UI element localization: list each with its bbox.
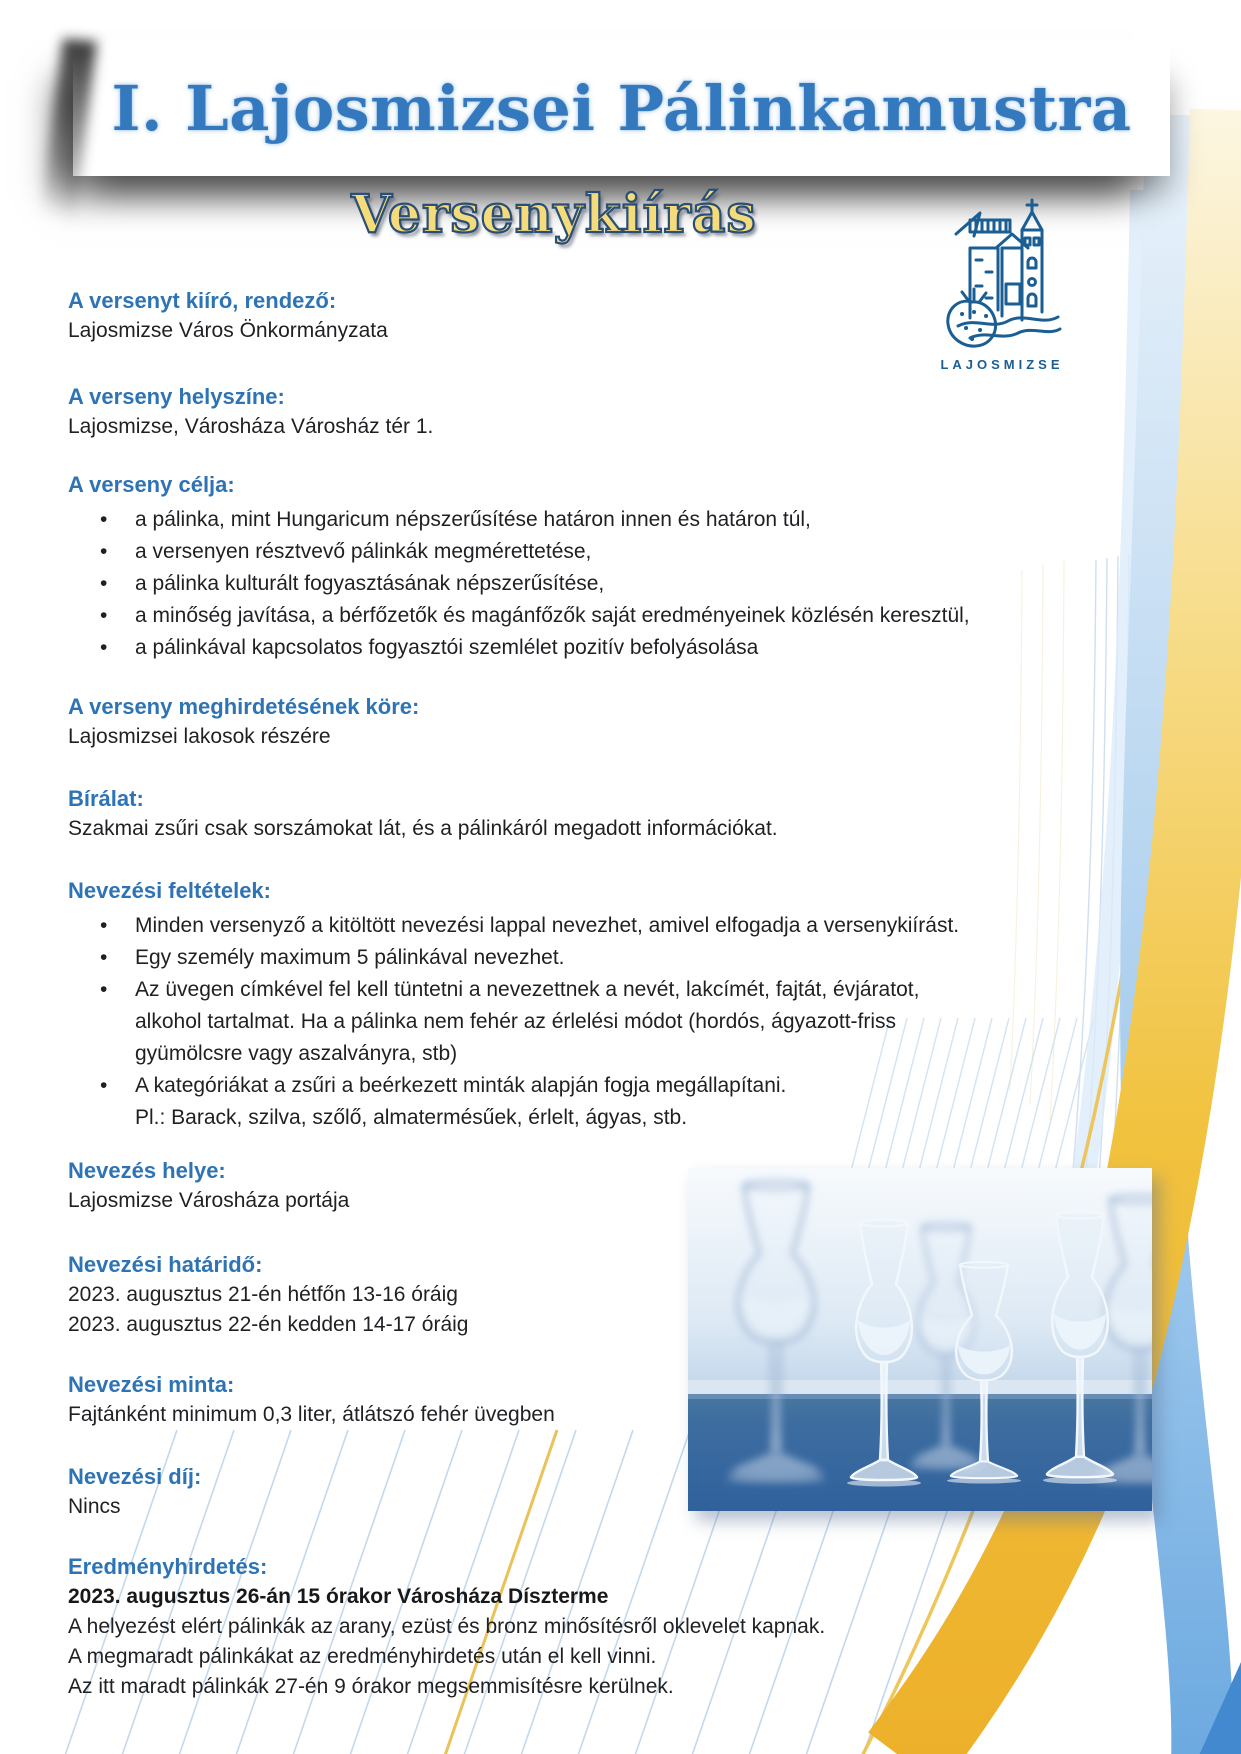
section-heading: Nevezési határidő: <box>68 1252 263 1277</box>
section-scope <box>68 692 1188 752</box>
list-item <box>68 536 1188 568</box>
list-item <box>68 504 1188 536</box>
logo-wordmark: LAJOSMIZSE <box>940 357 1064 372</box>
section-text: Az itt maradt pálinkák 27-én 9 órakor megsemmisítésre kerülnek. <box>68 1675 674 1698</box>
list-item-text: a versenyen résztvevő pálinkák megmérettetése, <box>135 540 592 563</box>
list-item <box>68 600 1188 632</box>
section-heading: Nevezési díj: <box>68 1464 202 1489</box>
page-subtitle: Versenykiírás <box>351 184 757 245</box>
bullet-icon: • <box>100 946 108 969</box>
section-heading: Nevezési feltételek: <box>68 878 271 903</box>
section-text: Lajosmizse Városháza portája <box>68 1189 350 1212</box>
city-crest-icon <box>936 198 1068 348</box>
bullet-list <box>68 910 1188 1134</box>
bullet-icon: • <box>100 508 108 531</box>
list-item <box>68 910 1188 942</box>
section-text: 2023. augusztus 21-én hétfőn 13-16 óráig <box>68 1283 458 1306</box>
section-judging <box>68 784 1188 844</box>
bullet-list <box>68 504 1188 664</box>
section-text: Fajtánként minimum 0,3 liter, átlátszó fehér üvegben <box>68 1403 555 1426</box>
section-text: Nincs <box>68 1495 121 1518</box>
lajosmizse-logo <box>930 198 1074 372</box>
section-heading: A verseny célja: <box>68 472 235 497</box>
section-text: Lajosmizse, Városháza Városház tér 1. <box>68 415 434 438</box>
list-item-text: a pálinka, mint Hungaricum népszerűsítése határon innen és határon túl, <box>135 508 811 531</box>
bullet-icon: • <box>100 572 108 595</box>
list-item-text: a minőség javítása, a bérfőzetők és magánfőzők saját eredményeinek közlésén keresztül, <box>135 604 970 627</box>
list-item <box>68 568 1188 600</box>
list-item-text: Az üvegen címkével fel kell tüntetni a nevezettnek a nevét, lakcímét, fajtát, évjáratot, <box>135 978 920 1001</box>
list-item-text: A kategóriákat a zsűri a beérkezett minták alapján fogja megállapítani. <box>135 1074 787 1097</box>
list-item-text: alkohol tartalmat. Ha a pálinka nem fehér az érlelési módot (hordós, ágyazott-friss <box>135 1010 897 1033</box>
list-item <box>68 632 1188 664</box>
list-item-continuation <box>68 1102 1188 1134</box>
bullet-icon: • <box>100 1074 108 1097</box>
list-item-text: Minden versenyző a kitöltött nevezési lappal nevezhet, amivel elfogadja a versenykiírást. <box>135 914 960 937</box>
title-banner <box>73 40 1170 176</box>
list-item-text: gyümölcsre vagy aszalványra, stb) <box>135 1042 458 1065</box>
section-text: Lajosmizse Város Önkormányzata <box>68 319 388 342</box>
section-heading: A versenyt kiíró, rendező: <box>68 288 337 313</box>
section-heading: Eredményhirdetés: <box>68 1554 268 1579</box>
bullet-icon: • <box>100 636 108 659</box>
list-item <box>68 974 1188 1006</box>
section-heading: Nevezési minta: <box>68 1372 235 1397</box>
list-item-continuation <box>68 1038 1188 1070</box>
list-item-text: a pálinkával kapcsolatos fogyasztói szemlélet pozitív befolyásolása <box>135 636 759 659</box>
section-text: A helyezést elért pálinkák az arany, ezüst és bronz minősítésről oklevelet kapnak. <box>68 1615 826 1638</box>
section-text: Lajosmizsei lakosok részére <box>68 725 331 748</box>
list-item-text: a pálinka kulturált fogyasztásának népszerűsítése, <box>135 572 605 595</box>
section-venue <box>68 382 1188 442</box>
section-entry-conditions <box>68 876 1188 1134</box>
section-heading: Nevezés helye: <box>68 1158 226 1183</box>
section-heading: A verseny meghirdetésének köre: <box>68 694 420 719</box>
section-text: 2023. augusztus 22-én kedden 14-17 óráig <box>68 1313 469 1336</box>
palinka-glasses-photo <box>688 1168 1152 1511</box>
section-heading: A verseny helyszíne: <box>68 384 285 409</box>
section-results <box>68 1552 1188 1702</box>
list-item-text: Egy személy maximum 5 pálinkával nevezhet. <box>135 946 565 969</box>
list-item <box>68 942 1188 974</box>
section-text: A megmaradt pálinkákat az eredményhirdetés után el kell vinni. <box>68 1645 657 1668</box>
bullet-icon: • <box>100 604 108 627</box>
section-text-bold: 2023. augusztus 26-án 15 órakor Városháza Díszterme <box>68 1585 609 1608</box>
list-item-continuation <box>68 1006 1188 1038</box>
bullet-icon: • <box>100 540 108 563</box>
bullet-icon: • <box>100 914 108 937</box>
section-text: Szakmai zsűri csak sorszámokat lát, és a pálinkáról megadott információkat. <box>68 817 778 840</box>
bullet-icon: • <box>100 978 108 1001</box>
page-title: I. Lajosmizsei Pálinkamustra <box>111 71 1132 145</box>
list-item-text: Pl.: Barack, szilva, szőlő, almatermésűek, érlelt, ágyas, stb. <box>135 1106 688 1129</box>
section-heading: Bírálat: <box>68 786 144 811</box>
section-goals <box>68 470 1188 664</box>
list-item <box>68 1070 1188 1102</box>
